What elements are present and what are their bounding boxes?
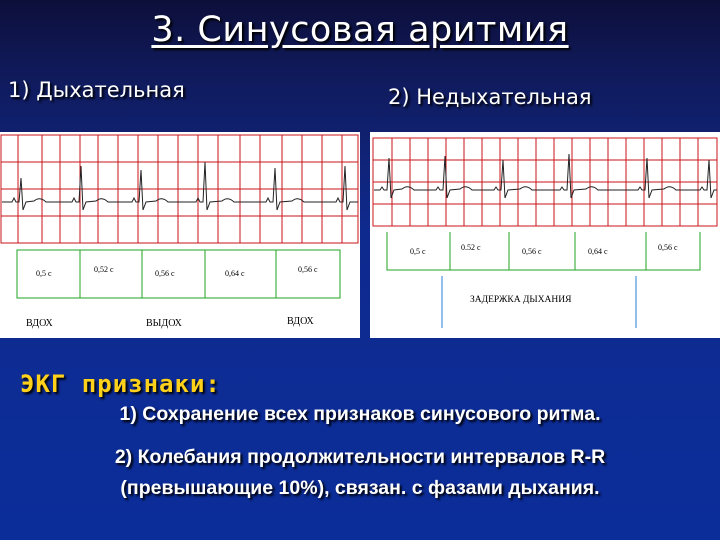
ecg-trace xyxy=(2,162,358,210)
phase-exhale: ВЫДОХ xyxy=(146,318,182,329)
rr-interval-1: 0,5 с xyxy=(410,247,426,256)
slide-title: 3. Синусовая аритмия xyxy=(151,10,569,50)
rr-interval-3: 0,56 с xyxy=(522,247,542,256)
ecg-trace xyxy=(374,154,717,198)
rr-interval-2: 0,52 с xyxy=(94,265,114,274)
breath-hold-label: ЗАДЕРЖКА ДЫХАНИЯ xyxy=(470,295,572,305)
ecg-figure-respiratory xyxy=(0,132,360,338)
ecg-grid xyxy=(1,135,358,243)
ecg-signs-heading: ЭКГ признаки: xyxy=(20,370,221,398)
bullet-2: 2) Колебания продолжительности интервалов R-R xyxy=(114,446,606,468)
ecg-panel-respiratory xyxy=(0,132,360,338)
ecg-panel-non-respiratory xyxy=(370,132,720,338)
rr-interval-4: 0,64 с xyxy=(588,247,608,256)
rr-interval-boxes xyxy=(17,250,340,298)
rr-interval-1: 0,5 с xyxy=(36,269,52,278)
rr-interval-boxes xyxy=(387,232,700,270)
rr-interval-2: 0.52 с xyxy=(461,243,481,252)
rr-interval-4: 0,64 с xyxy=(225,269,245,278)
rr-interval-3: 0,56 с xyxy=(155,269,175,278)
bullet-3: (превышающие 10%), связан. с фазами дыхания. xyxy=(120,477,600,499)
ecg-grid xyxy=(373,138,717,226)
rr-interval-5: 0,56 с xyxy=(298,265,318,274)
subtitle-respiratory: 1) Дыхательная xyxy=(8,78,185,102)
subtitle-non-respiratory: 2) Недыхательная xyxy=(388,85,592,109)
phase-inhale-2: ВДОХ xyxy=(287,316,314,327)
phase-inhale-1: ВДОХ xyxy=(26,318,53,329)
rr-interval-5: 0,56 с xyxy=(658,243,678,252)
ecg-figure-non-respiratory xyxy=(370,132,720,338)
bullet-1: 1) Сохранение всех признаков синусового ритма. xyxy=(119,403,601,425)
